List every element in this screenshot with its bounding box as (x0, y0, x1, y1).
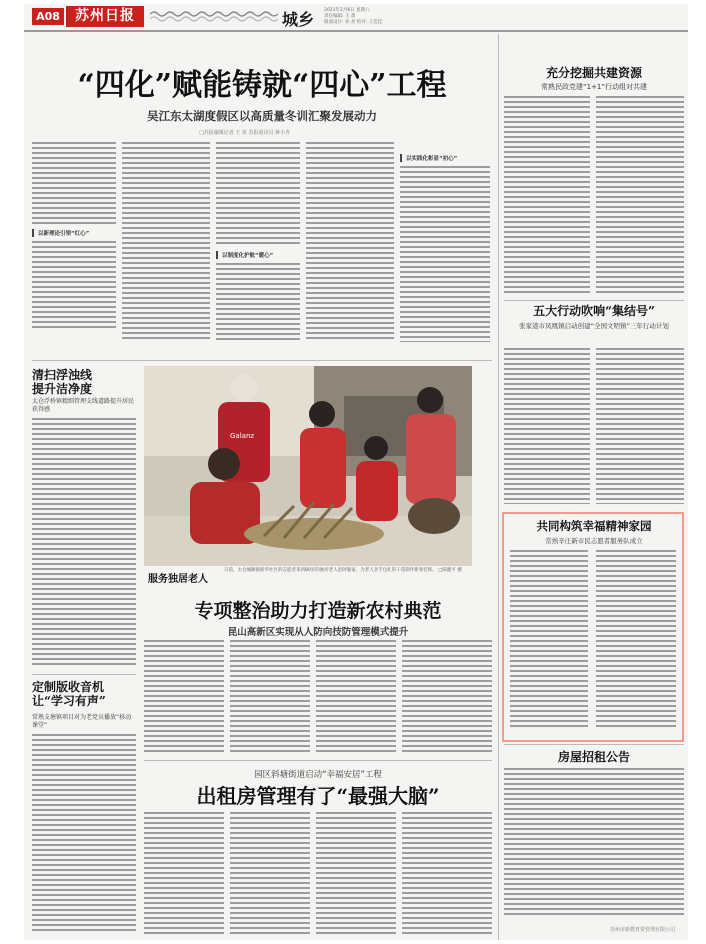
body-text (400, 166, 490, 342)
header-rule (24, 30, 688, 32)
header-meta (324, 8, 464, 26)
body-text (504, 348, 590, 504)
right-article3-subtitle: 常熟辛庄新市民志愿者服务队成立 (545, 537, 643, 545)
body-text (402, 640, 492, 754)
notice-title: 房屋招租公告 (557, 750, 630, 764)
date-line: 2021年2月6日 星期六 (324, 8, 370, 13)
left-article1-title (32, 368, 102, 396)
body-text (32, 418, 136, 668)
lead-subheadline: 吴江东太湖度假区以高质量冬训汇聚发展动力 (147, 109, 377, 123)
body-text (144, 812, 224, 936)
article-divider (504, 744, 684, 745)
body-text (596, 348, 684, 504)
body-text (504, 96, 590, 296)
lead-subhead: 以新理论引领“红心” (32, 229, 89, 237)
section-divider (144, 760, 492, 761)
page-header (24, 4, 688, 30)
column-divider (498, 34, 499, 940)
body-text (504, 768, 684, 918)
middle-article2-title: 出租房管理有了“最强大脑” (196, 784, 440, 808)
body-text (230, 640, 310, 754)
section-title: 城乡 (282, 10, 315, 29)
body-text (32, 734, 136, 934)
right-article1-title: 充分挖掘共建资源 (545, 66, 642, 80)
lead-subhead: 以制度化护航“暖心” (216, 251, 273, 259)
page-number: A08 (32, 8, 64, 25)
body-text (122, 142, 210, 342)
newspaper-page (24, 4, 688, 940)
wave-ornament-icon (150, 8, 278, 24)
photo-title: 服务独居老人 (148, 574, 208, 585)
middle-article1-title: 专项整治助力打造新农村典范 (194, 600, 442, 622)
article-divider (504, 300, 684, 301)
body-text (596, 550, 676, 730)
section-divider (32, 360, 492, 361)
right-article1-subtitle: 常熟民政党建“1+1”行动组对共建 (540, 83, 648, 91)
right-article2-title: 五大行动吹响“集结号” (533, 304, 655, 318)
body-text (316, 640, 396, 754)
body-text (510, 550, 588, 730)
body-text (216, 263, 300, 343)
body-text (216, 142, 300, 245)
right-article3-title: 共同构筑幸福精神家园 (536, 519, 652, 533)
notice-contact: 苏州市新教育资管理有限公司 (610, 927, 676, 933)
article-divider (32, 674, 136, 675)
photo-scene (144, 366, 472, 566)
lead-byline: □苏报融媒记者 王 寅 苏报通讯员 蒋小青 (199, 130, 291, 136)
photo-caption: 日前，太仓城厢镇新华社区的志愿者来到80岁的独居老人赵阿婆家，为老人亲手包扎的干花制作新春装饰。 □陈健平 摄 (224, 568, 462, 573)
lead-subhead: 以实践化彰显“初心” (400, 154, 457, 162)
paper-masthead: 苏州日报 (66, 6, 144, 27)
body-text (306, 142, 394, 342)
designer-line: 版面设计: 孙 亮 校对: 王佳佳 (324, 20, 383, 25)
left-article2-title-text: 定制版收音机 让“学习有声” (32, 680, 106, 708)
body-text (596, 96, 684, 296)
editor-line: 责任编辑: 王 蔷 (324, 14, 356, 19)
apron-label: Galanz (230, 432, 255, 440)
middle-article1-subtitle: 昆山高新区实现从人防向技防管理模式提升 (227, 627, 409, 638)
body-text (402, 812, 492, 936)
news-photo (144, 366, 472, 566)
body-text (316, 812, 396, 936)
middle-article2-kicker: 园区斜塘街道启动“幸福安居”工程 (254, 770, 382, 780)
body-text (230, 812, 310, 936)
body-text (32, 142, 116, 226)
left-article2-subtitle: 常熟支塘镇项目对为老党员播放“移动课堂” (32, 714, 132, 729)
left-article2-title (32, 680, 136, 708)
right-article2-subtitle: 张家港市凤凰镇启动创建“全国文明镇”三年行动计划 (519, 322, 669, 330)
left-article1-title-text: 清扫浮浊线 提升洁净度 (32, 368, 93, 396)
body-text (144, 640, 224, 754)
lead-headline: “四化”赋能铸就“四心”工程 (77, 68, 447, 103)
left-article1-subtitle: 太仓浮桥镇精细管理支线道路提升居民获得感 (32, 398, 135, 413)
body-text (32, 241, 116, 331)
